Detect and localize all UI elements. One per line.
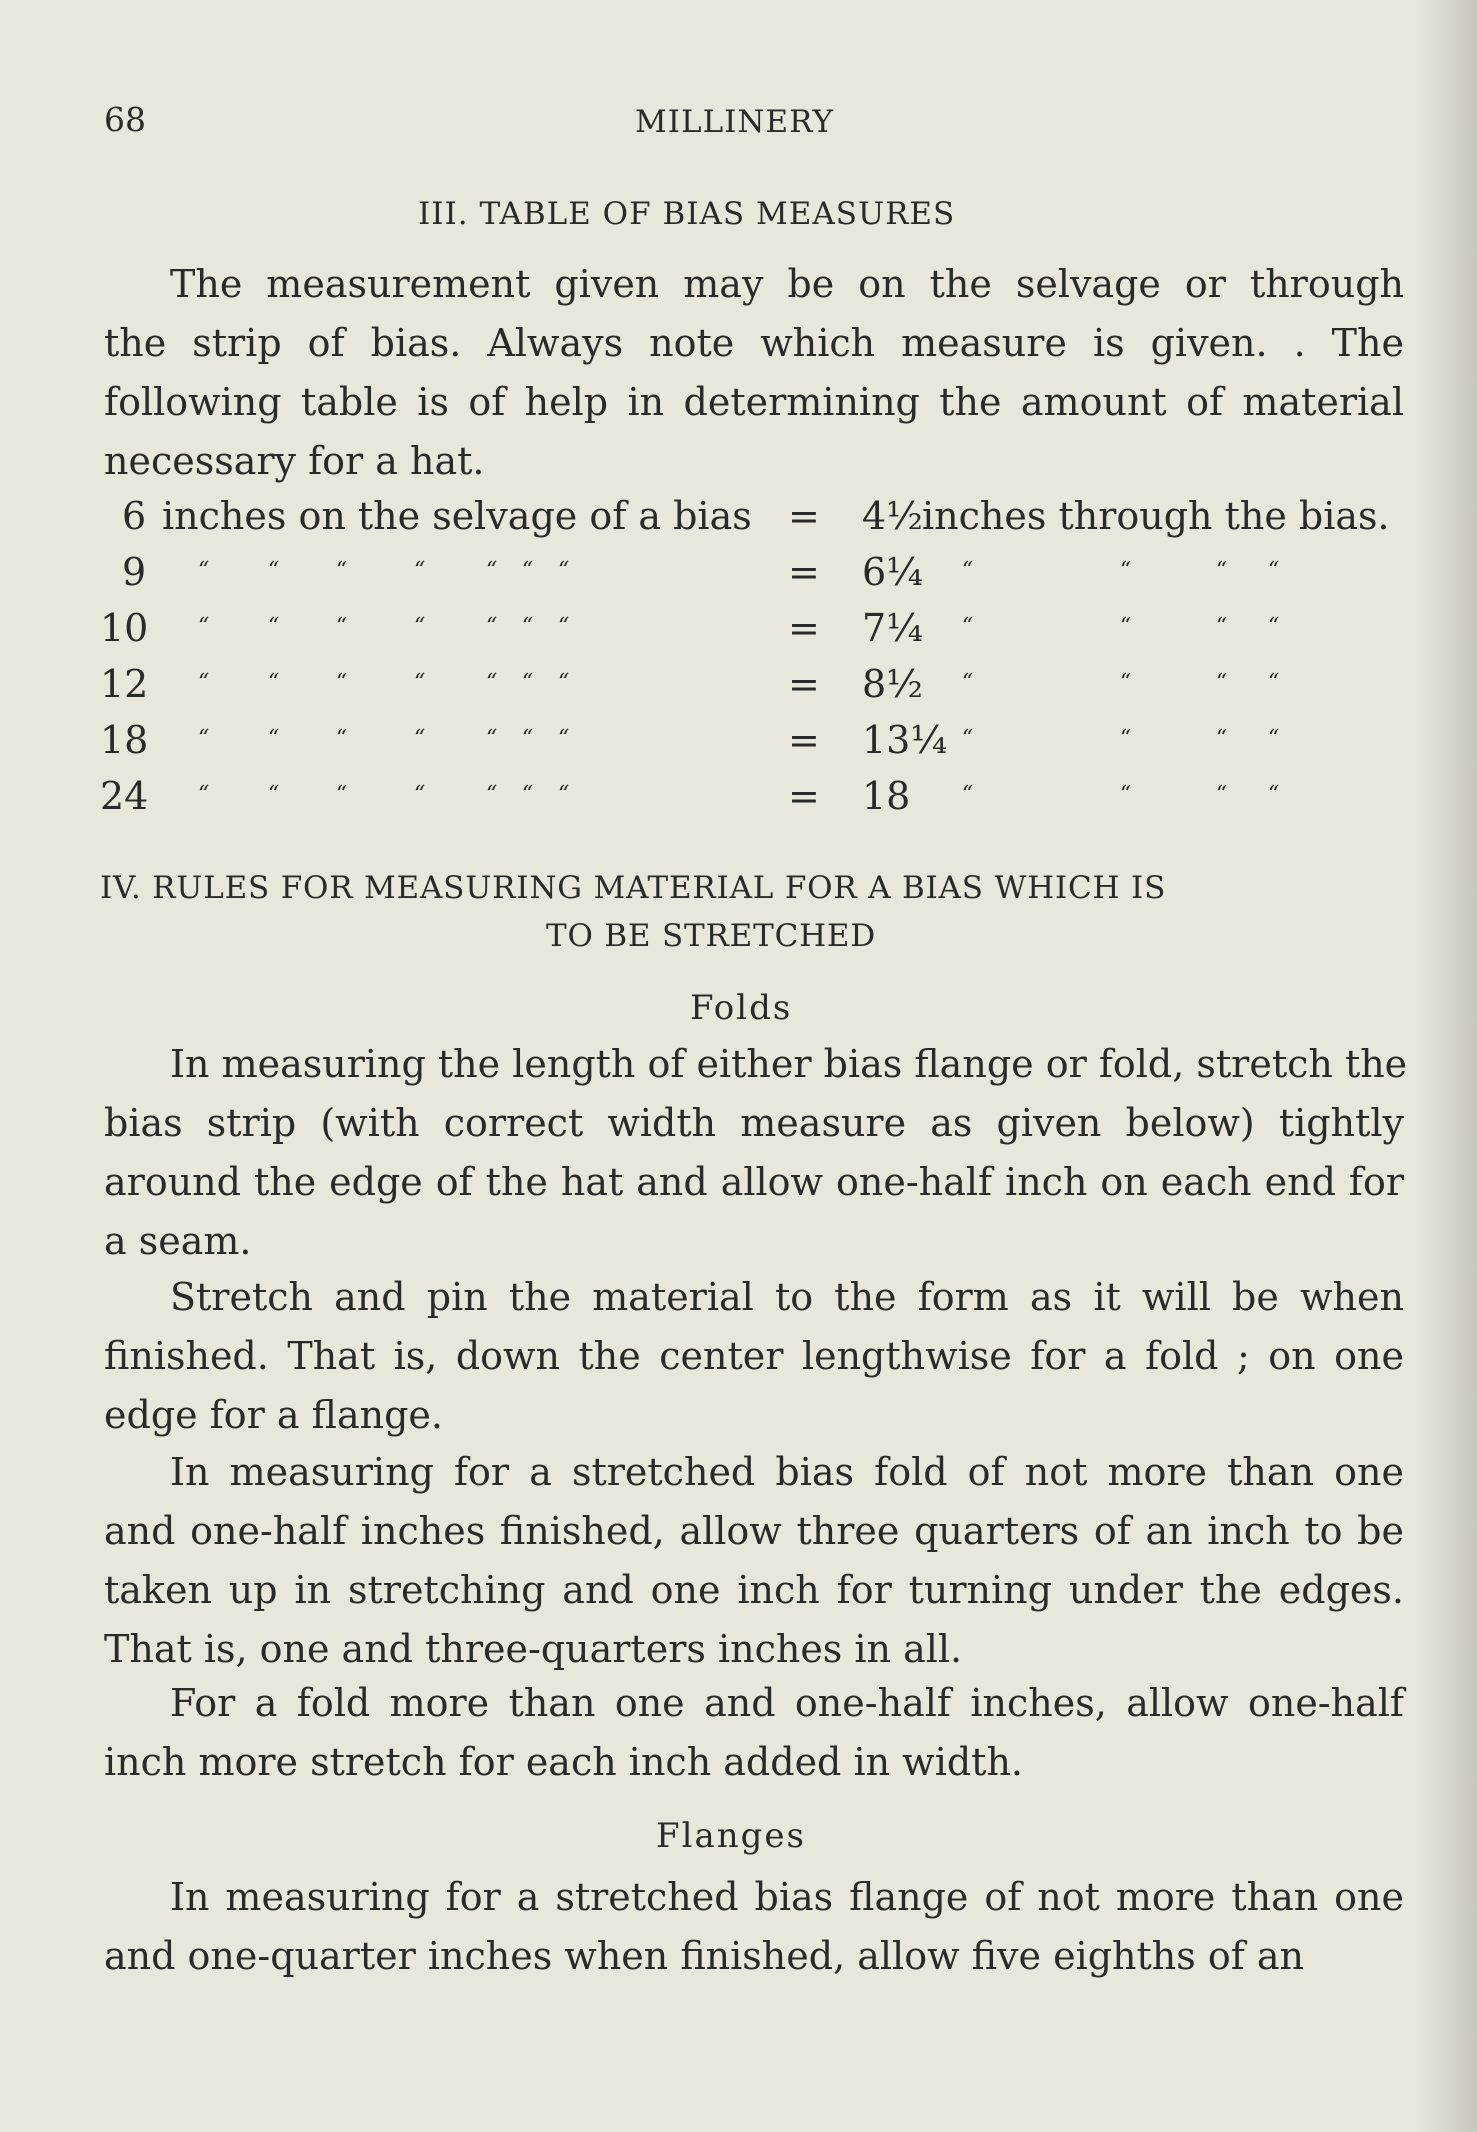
ditto-mark: “ — [486, 614, 498, 639]
text-line: In measuring the length of either bias flange or fold, stretch the — [170, 1042, 1408, 1086]
text-line: the strip of bias. Always note which measure is given. . The — [104, 321, 1404, 365]
text-line: edge for a flange. — [104, 1393, 443, 1437]
ditto-mark: “ — [1216, 782, 1228, 807]
text-line: and one-quarter inches when finished, allow five eighths of an — [104, 1934, 1304, 1978]
text-line: In measuring for a stretched bias flange of not more than one — [170, 1875, 1404, 1919]
ditto-mark: “ — [486, 558, 498, 583]
ditto-mark: “ — [414, 614, 426, 639]
ditto-mark: “ — [268, 558, 280, 583]
ditto-mark: “ — [1216, 726, 1228, 751]
ditto-mark: “ — [1268, 782, 1280, 807]
ditto-mark: “ — [268, 726, 280, 751]
ditto-mark: “ — [336, 614, 348, 639]
folds-paragraph-4 — [104, 1674, 1404, 1792]
ditto-mark: “ — [1120, 670, 1132, 695]
ditto-mark: “ — [558, 614, 570, 639]
folds-heading: Folds — [690, 988, 793, 1028]
ditto-mark: “ — [1216, 614, 1228, 639]
ditto-mark: “ — [486, 670, 498, 695]
page-number: 68 — [104, 100, 146, 139]
ditto-mark: “ — [1268, 558, 1280, 583]
ditto-mark: “ — [336, 670, 348, 695]
text-line: necessary for a hat. — [104, 439, 485, 483]
ditto-mark: “ — [522, 726, 534, 751]
ditto-mark: “ — [1216, 670, 1228, 695]
table-row — [100, 494, 1410, 550]
flanges-heading: Flanges — [656, 1816, 806, 1856]
ditto-mark: “ — [1268, 670, 1280, 695]
ditto-mark: “ — [486, 726, 498, 751]
ditto-mark: “ — [522, 782, 534, 807]
ditto-mark: “ — [268, 614, 280, 639]
ditto-mark: “ — [558, 558, 570, 583]
section-4-title: IV. RULES FOR MEASURING MATERIAL FOR A BIAS WHICH IS — [100, 870, 1167, 906]
selvage-inches: 10 — [100, 606, 149, 650]
ditto-mark: “ — [336, 558, 348, 583]
text-line: a seam. — [104, 1219, 252, 1263]
ditto-mark: “ — [198, 782, 210, 807]
text-line: finished. That is, down the center lengthwise for a fold ; on one — [104, 1334, 1404, 1378]
ditto-mark: “ — [198, 670, 210, 695]
ditto-mark: “ — [962, 614, 974, 639]
ditto-mark: “ — [198, 558, 210, 583]
table-row — [100, 606, 1410, 662]
flanges-paragraph-1 — [104, 1868, 1404, 1986]
bias-inches: 18 — [862, 774, 911, 818]
ditto-mark: “ — [414, 670, 426, 695]
running-title: MILLINERY — [635, 104, 835, 140]
ditto-mark: “ — [558, 670, 570, 695]
ditto-mark: “ — [1120, 558, 1132, 583]
ditto-mark: “ — [414, 558, 426, 583]
bias-inches: 13¼ — [862, 718, 948, 762]
row-text: inches through the bias. — [922, 494, 1390, 538]
ditto-mark: “ — [558, 782, 570, 807]
selvage-inches: 6 — [122, 494, 147, 538]
text-line: and one-half inches finished, allow three quarters of an inch to be — [104, 1509, 1404, 1553]
section-4-title-cont: TO BE STRETCHED — [546, 918, 877, 954]
text-line: Stretch and pin the material to the form as it will be when — [170, 1275, 1404, 1319]
text-line: inch more stretch for each inch added in width. — [104, 1740, 1023, 1784]
text-line: That is, one and three-quarters inches in all. — [104, 1627, 963, 1671]
text-line: For a fold more than one and one-half inches, allow one-half — [170, 1681, 1404, 1725]
ditto-mark: “ — [1268, 726, 1280, 751]
selvage-inches: 24 — [100, 774, 149, 818]
ditto-mark: “ — [522, 558, 534, 583]
ditto-mark: “ — [1120, 726, 1132, 751]
ditto-mark: “ — [522, 614, 534, 639]
table-row — [100, 718, 1410, 774]
ditto-mark: “ — [414, 726, 426, 751]
ditto-mark: “ — [962, 558, 974, 583]
folds-paragraph-1 — [104, 1035, 1408, 1271]
bias-inches: 4½ — [862, 494, 924, 538]
bias-inches: 7¼ — [862, 606, 924, 650]
ditto-mark: “ — [1120, 782, 1132, 807]
selvage-inches: 9 — [122, 550, 147, 594]
equals-sign: = — [788, 774, 820, 818]
ditto-mark: “ — [1120, 614, 1132, 639]
equals-sign: = — [788, 494, 820, 538]
row-text: inches on the selvage of a bias — [162, 494, 752, 538]
table-row — [100, 662, 1410, 718]
equals-sign: = — [788, 662, 820, 706]
selvage-inches: 18 — [100, 718, 149, 762]
book-page — [100, 0, 1408, 2132]
section-3-title: III. TABLE OF BIAS MEASURES — [418, 196, 956, 232]
ditto-mark: “ — [198, 614, 210, 639]
equals-sign: = — [788, 718, 820, 762]
text-line: taken up in stretching and one inch for turning under the edges. — [104, 1568, 1404, 1612]
folds-paragraph-2 — [104, 1268, 1404, 1445]
folds-paragraph-3 — [104, 1443, 1404, 1679]
ditto-mark: “ — [486, 782, 498, 807]
ditto-mark: “ — [1216, 558, 1228, 583]
text-line: The measurement given may be on the selvage or through — [170, 262, 1404, 306]
ditto-mark: “ — [268, 782, 280, 807]
ditto-mark: “ — [962, 726, 974, 751]
table-row — [100, 550, 1410, 606]
ditto-mark: “ — [268, 670, 280, 695]
text-line: around the edge of the hat and allow one-half inch on each end for — [104, 1160, 1404, 1204]
ditto-mark: “ — [336, 782, 348, 807]
selvage-inches: 12 — [100, 662, 149, 706]
bias-inches: 8½ — [862, 662, 924, 706]
ditto-mark: “ — [414, 782, 426, 807]
table-row — [100, 774, 1410, 830]
text-line: following table is of help in determining the amount of material — [104, 380, 1404, 424]
ditto-mark: “ — [558, 726, 570, 751]
equals-sign: = — [788, 606, 820, 650]
page-gutter-shadow — [1417, 0, 1477, 2132]
ditto-mark: “ — [522, 670, 534, 695]
text-line: bias strip (with correct width measure as given below) tightly — [104, 1101, 1404, 1145]
section-3-intro — [104, 255, 1404, 491]
equals-sign: = — [788, 550, 820, 594]
ditto-mark: “ — [198, 726, 210, 751]
bias-inches: 6¼ — [862, 550, 924, 594]
ditto-mark: “ — [1268, 614, 1280, 639]
ditto-mark: “ — [336, 726, 348, 751]
ditto-mark: “ — [962, 782, 974, 807]
text-line: In measuring for a stretched bias fold of not more than one — [170, 1450, 1404, 1494]
ditto-mark: “ — [962, 670, 974, 695]
